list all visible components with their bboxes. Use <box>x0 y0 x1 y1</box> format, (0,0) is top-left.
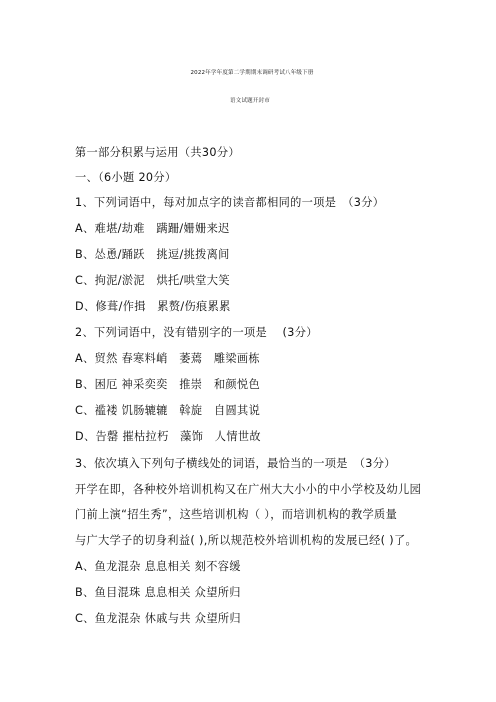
document-title-line2: 语文试题开封市 <box>230 98 270 104</box>
q2-option-b: B、困厄 神采奕奕 推崇 和颜悦色 <box>75 378 260 391</box>
q1-option-d: D、修葺/作揖 累赘/伤痕累累 <box>75 300 231 313</box>
q3-passage-line3: 与广大学子的切身利益( ),所以规范校外培训机构的发展已经( )了。 <box>75 534 418 547</box>
document-title-line1: 2022年学年度第二学期期末调研考试八年级下册 <box>190 70 314 76</box>
q3-option-a: A、鱼龙混杂 息息相关 刻不容缓 <box>75 560 241 573</box>
q3-passage-line1: 开学在即，各种校外培训机构又在广州大大小小的中小学校及幼儿园 <box>75 483 422 496</box>
question-2: 2、下列词语中，没有错别字的一项是 (3分） <box>75 326 318 339</box>
q3-passage-line2: 门前上演“招生秀”，这些培训机构（ ），而培训机构的教学质量 <box>75 508 398 521</box>
q1-option-b: B、怂恿/踊跃 挑逗/挑拨离间 <box>75 248 230 261</box>
q1-option-c: C、拘泥/淤泥 烘托/哄堂大笑 <box>75 274 230 287</box>
section-heading: 第一部分积累与运用（共30分） <box>75 146 240 159</box>
q2-option-c: C、褴褛 饥肠辘辘 斡旋 自圆其说 <box>75 404 261 417</box>
q2-option-a: A、贸然 春寒料峭 萎蔫 雕梁画栋 <box>75 352 260 365</box>
q3-option-b: B、鱼目混珠 息息相关 众望所归 <box>75 586 241 599</box>
question-1: 1、下列词语中，每对加点字的读音都相同的一项是 （3分） <box>75 196 385 209</box>
q1-option-a: A、难堪/劫难 蹒跚/姗姗来迟 <box>75 222 230 235</box>
subsection-heading: 一、（6小题 20分） <box>75 171 177 184</box>
q2-option-d: D、告罄 摧枯拉朽 藻饰 人情世故 <box>75 430 261 443</box>
question-3: 3、依次填入下列句子横线处的词语，最恰当的一项是 （3分） <box>75 457 396 470</box>
q3-option-c: C、鱼龙混杂 休戚与共 众望所归 <box>75 612 241 625</box>
